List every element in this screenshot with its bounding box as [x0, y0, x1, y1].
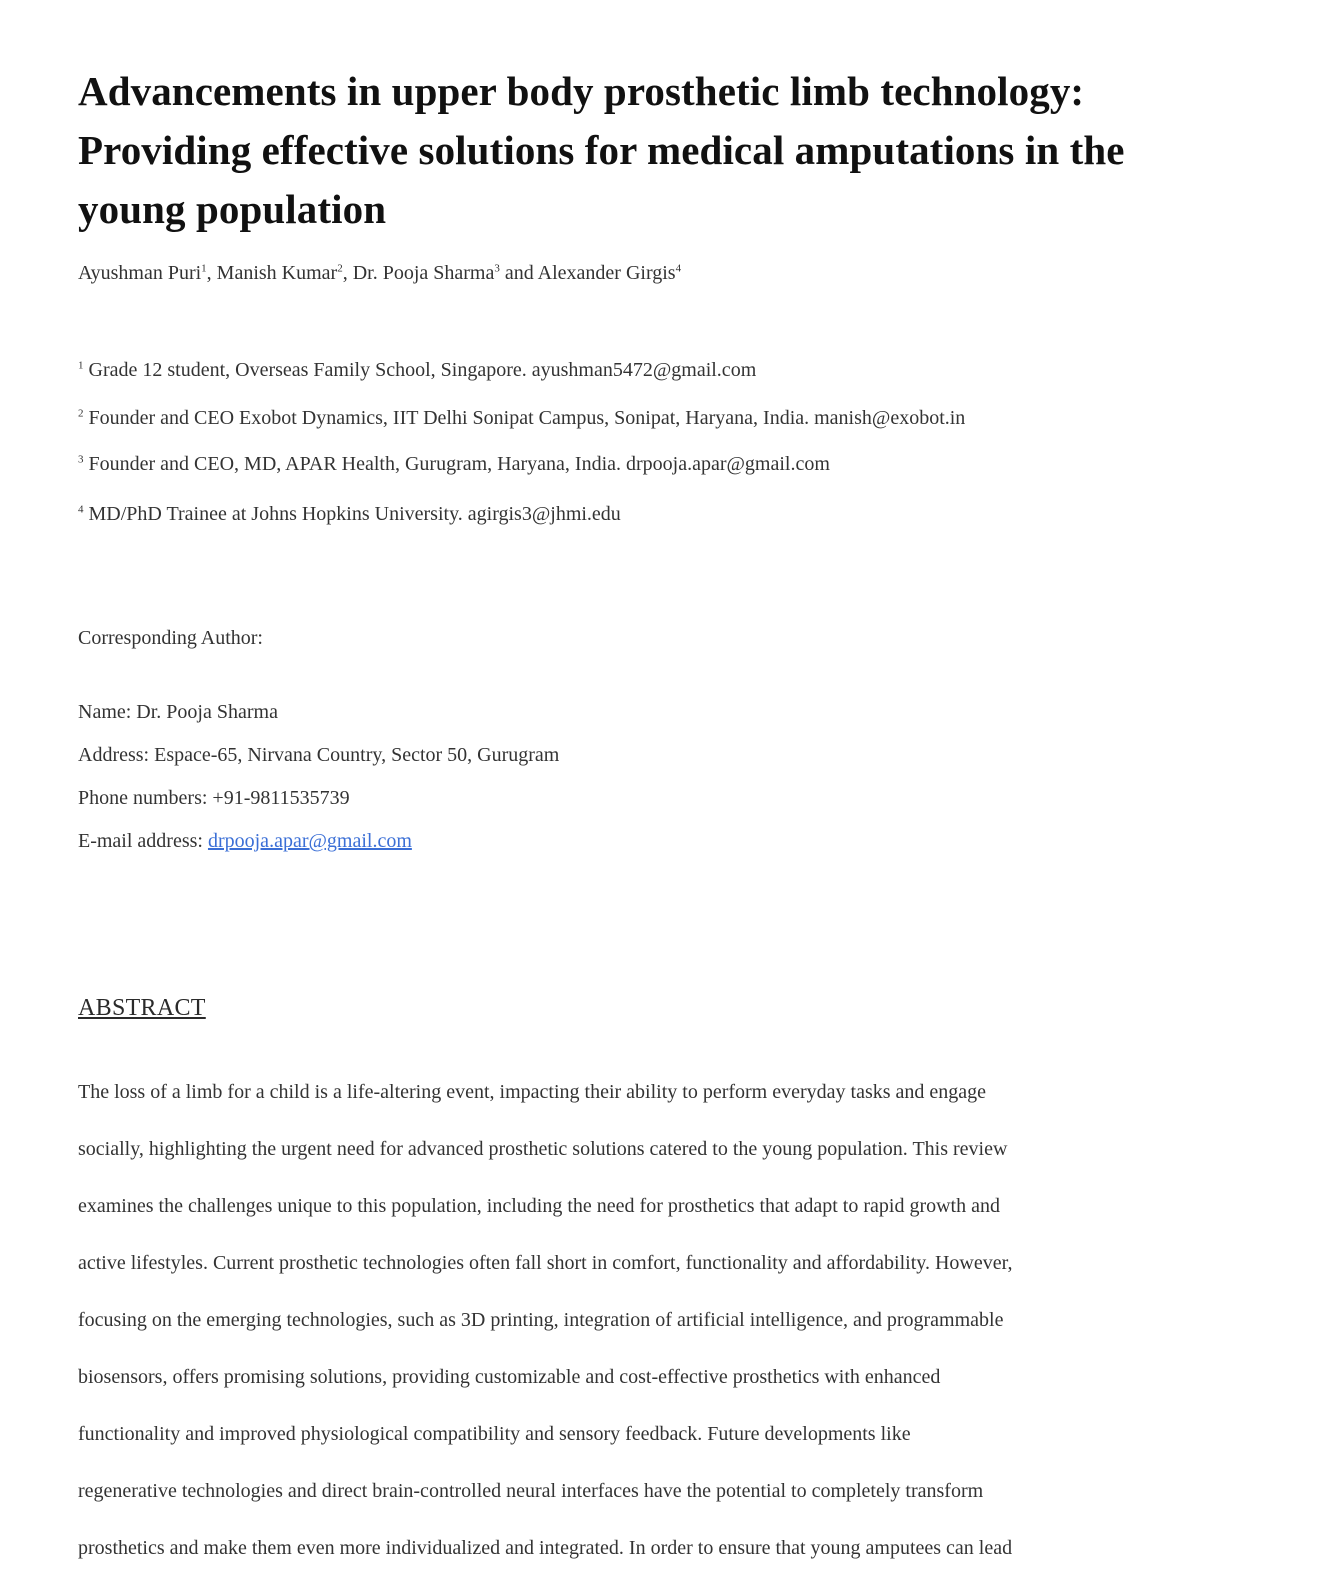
affiliation-text: Founder and CEO, MD, APAR Health, Gurugram, Haryana, India. drpooja.apar@gmail.com: [88, 453, 830, 475]
abstract-line: socially, highlighting the urgent need for advanced prosthetic solutions catered to the young population. This review: [78, 1138, 1008, 1160]
email-label: E-mail address:: [78, 830, 208, 852]
abstract-line: prosthetics and make them even more individualized and integrated. In order to ensure that young amputees can lead: [78, 1537, 1013, 1559]
author-affiliation-mark: 1: [201, 262, 207, 275]
abstract-line: functionality and improved physiological compatibility and sensory feedback. Future developments like: [78, 1423, 911, 1445]
affiliation-item: [78, 500, 965, 548]
abstract-line: The loss of a limb for a child is a life-altering event, impacting their ability to perform everyday tasks and engage: [78, 1081, 987, 1103]
affiliation-mark: 3: [78, 453, 84, 466]
corresponding-author-label: Corresponding Author:: [78, 627, 263, 649]
affiliation-text: MD/PhD Trainee at Johns Hopkins University. agirgis3@jhmi.edu: [88, 503, 621, 525]
abstract-line: biosensors, offers promising solutions, providing customizable and cost-effective prosthetics with enhanced: [78, 1366, 941, 1388]
author-name: Manish Kumar: [216, 262, 338, 284]
abstract-line: examines the challenges unique to this population, including the need for prosthetics that adapt to rapid growth and: [78, 1195, 1000, 1217]
author-name: Dr. Pooja Sharma: [352, 262, 495, 284]
affiliation-mark: 4: [78, 503, 84, 516]
author-separator: ,: [342, 262, 353, 284]
author-affiliation-mark: 2: [337, 262, 343, 275]
author-list: [78, 259, 681, 287]
abstract-heading: ABSTRACT: [78, 995, 206, 1021]
email-link[interactable]: drpooja.apar@gmail.com: [207, 830, 412, 852]
abstract-line: regenerative technologies and direct brain-controlled neural interfaces have the potential to completely transform: [78, 1480, 984, 1502]
author-name: Ayushman Puri: [78, 262, 202, 284]
affiliation-text: Grade 12 student, Overseas Family School, Singapore. ayushman5472@gmail.com: [88, 359, 757, 381]
affiliation-item: [78, 404, 965, 450]
abstract-text: [78, 1078, 1238, 1591]
abstract-line: focusing on the emerging technologies, such as 3D printing, integration of artificial intelligence, and programmable: [78, 1309, 1004, 1331]
abstract-line: active lifestyles. Current prosthetic technologies often fall short in comfort, functionality and affordability. However,: [78, 1252, 1013, 1274]
affiliation-mark: 2: [78, 407, 84, 420]
author-separator: and: [499, 262, 538, 284]
title-line: young population: [78, 186, 387, 232]
contact-name: Name: Dr. Pooja Sharma: [78, 701, 278, 723]
author-affiliation-mark: 4: [675, 262, 682, 275]
affiliation-text: Founder and CEO Exobot Dynamics, IIT Delhi Sonipat Campus, Sonipat, Haryana, India. manish@exobot.in: [88, 407, 966, 429]
affiliation-item: [78, 356, 965, 404]
corresponding-author-details: [78, 698, 559, 870]
contact-phone: Phone numbers: +91-9811535739: [78, 787, 350, 809]
contact-email: [78, 827, 559, 870]
affiliation-mark: 1: [78, 359, 84, 372]
author-affiliation-mark: 3: [494, 262, 500, 275]
author-name: Alexander Girgis: [537, 262, 676, 284]
title-line: Providing effective solutions for medical amputations in the: [78, 127, 1125, 173]
affiliation-item: [78, 450, 965, 500]
author-separator: ,: [206, 262, 217, 284]
title-line: Advancements in upper body prosthetic limb technology:: [78, 68, 1085, 114]
affiliation-list: [78, 356, 965, 548]
contact-address: Address: Espace-65, Nirvana Country, Sector 50, Gurugram: [78, 744, 560, 766]
paper-title: [78, 62, 1258, 239]
